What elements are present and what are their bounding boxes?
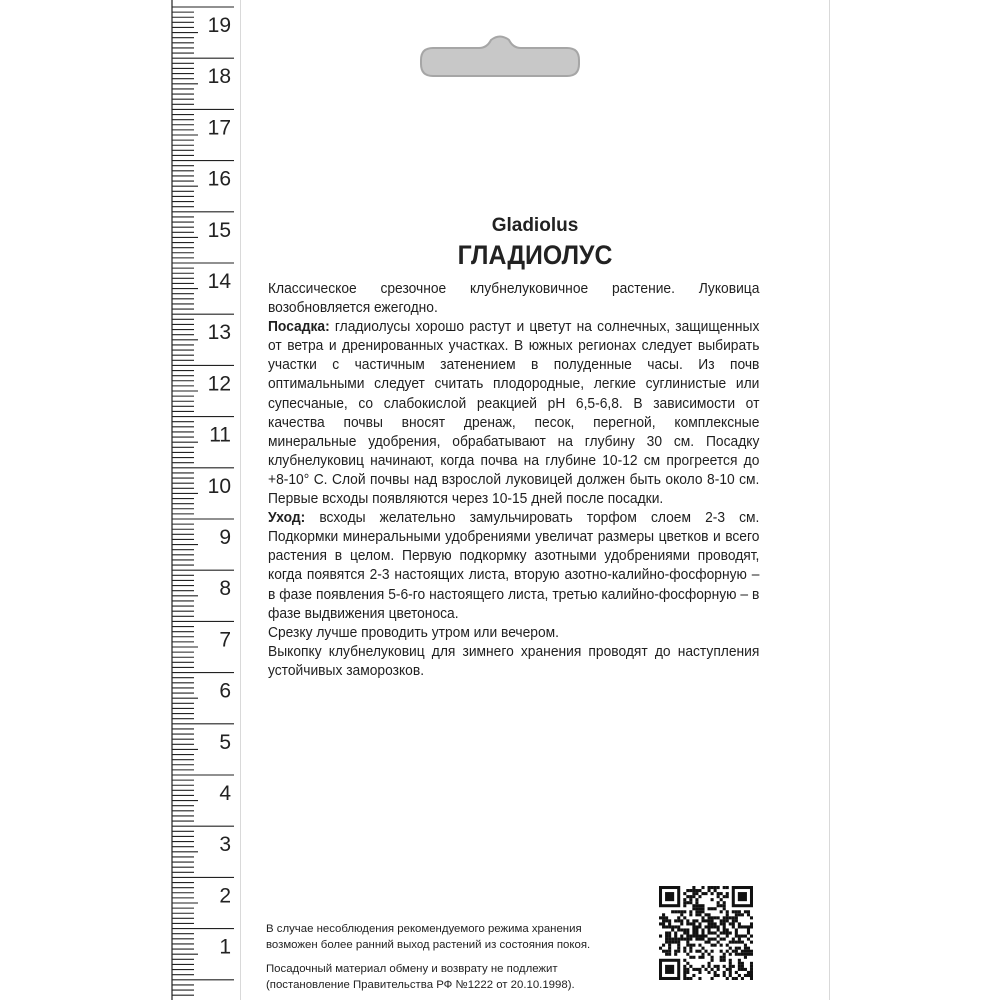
planting-paragraph [268, 317, 759, 508]
qr-finder-pattern [665, 892, 674, 901]
care-text: всходы желательно замульчировать торфом слоем 2-3 см. Подкормки минеральными удобрениями увеличат размеры цветков и всего растения в целом. Первую подкормку азотными удобрениями проводят, когда появятся 2-3 настоящих листа, вторую азотно-калийно-фосфорную – в фазе появления 5-6-го настоящего листа, третью калийно-фосфорную – в фазе выдвижения цветоноса. [268, 509, 760, 622]
care-paragraph [268, 508, 759, 623]
ruler-number: 14 [207, 270, 231, 293]
ruler-number: 17 [207, 116, 231, 140]
hanger-slot [417, 32, 583, 80]
product-title: ГЛАДИОЛУС [457, 240, 613, 270]
ruler-number: 4 [219, 782, 231, 805]
storage-note: В случае несоблюдения рекомендуемого режима хранения возможен более ранний выход растений из состояния покоя. [266, 923, 591, 951]
latin-name: Gladiolus [491, 215, 579, 236]
ruler-number: 12 [207, 372, 231, 396]
ruler-number: 9 [219, 526, 231, 549]
ruler-number: 1 [219, 935, 231, 959]
ruler-number: 15 [207, 218, 231, 242]
qr-code[interactable] [659, 886, 753, 980]
return-note: Посадочный материал обмену и возврату не подлежит (постановление Правительства РФ №1222 от 20.10.1998). [266, 963, 575, 991]
qr-finder-pattern [738, 892, 747, 901]
ruler-number: 6 [219, 679, 231, 703]
ruler [0, 0, 240, 1000]
ruler-number: 2 [219, 884, 231, 908]
ruler-number: 16 [207, 167, 231, 191]
ruler-number: 8 [219, 577, 231, 601]
ruler-number: 7 [219, 628, 231, 652]
planting-text: гладиолусы хорошо растут и цветут на солнечных, защищенных от ветра и дренированных участках. В южных регионах следует выбирать участки с частичным затенением в полуденные часы. Из почв оптимальными следует считать плодородные, легкие суглинистые или супесчаные, со слабокислой реакцией pH 6,5-6,8. В зависимости от качества почвы вносят дренаж, песок, перегной, комплексные минеральные удобрения, обрабатывают на глубину 30 см. Посадку клубнелуковиц начинают, когда почва на глубине 10-12 см прогреется до +8-10° С. Слой почвы над взрослой луковицей должен быть около 8-10 см. Первые всходы появляются через 10-15 дней после посадки. [268, 318, 760, 508]
footer-notes [266, 921, 626, 993]
qr-finder-pattern [665, 965, 674, 974]
ruler-number: 19 [207, 14, 231, 37]
ruler-number: 5 [219, 730, 231, 754]
ruler-number: 3 [219, 833, 231, 857]
cut-note: Срезку лучше проводить утром или вечером. [268, 623, 560, 641]
care-label: Уход: [268, 509, 306, 527]
planting-label: Посадка: [268, 318, 330, 336]
ruler-number: 13 [207, 321, 231, 345]
dig-note: Выкопку клубнелуковиц для зимнего хранения проводят до наступления устойчивых заморозков. [268, 642, 760, 679]
ruler-number: 10 [207, 474, 231, 498]
hanger-slot-shape [421, 37, 579, 77]
intro-paragraph: Классическое срезочное клубнелуковичное растение. Луковица возобновляется ежегодно. [268, 280, 760, 317]
ruler-number: 11 [209, 423, 231, 447]
description-block [268, 279, 759, 680]
ruler-number: 18 [207, 65, 231, 89]
